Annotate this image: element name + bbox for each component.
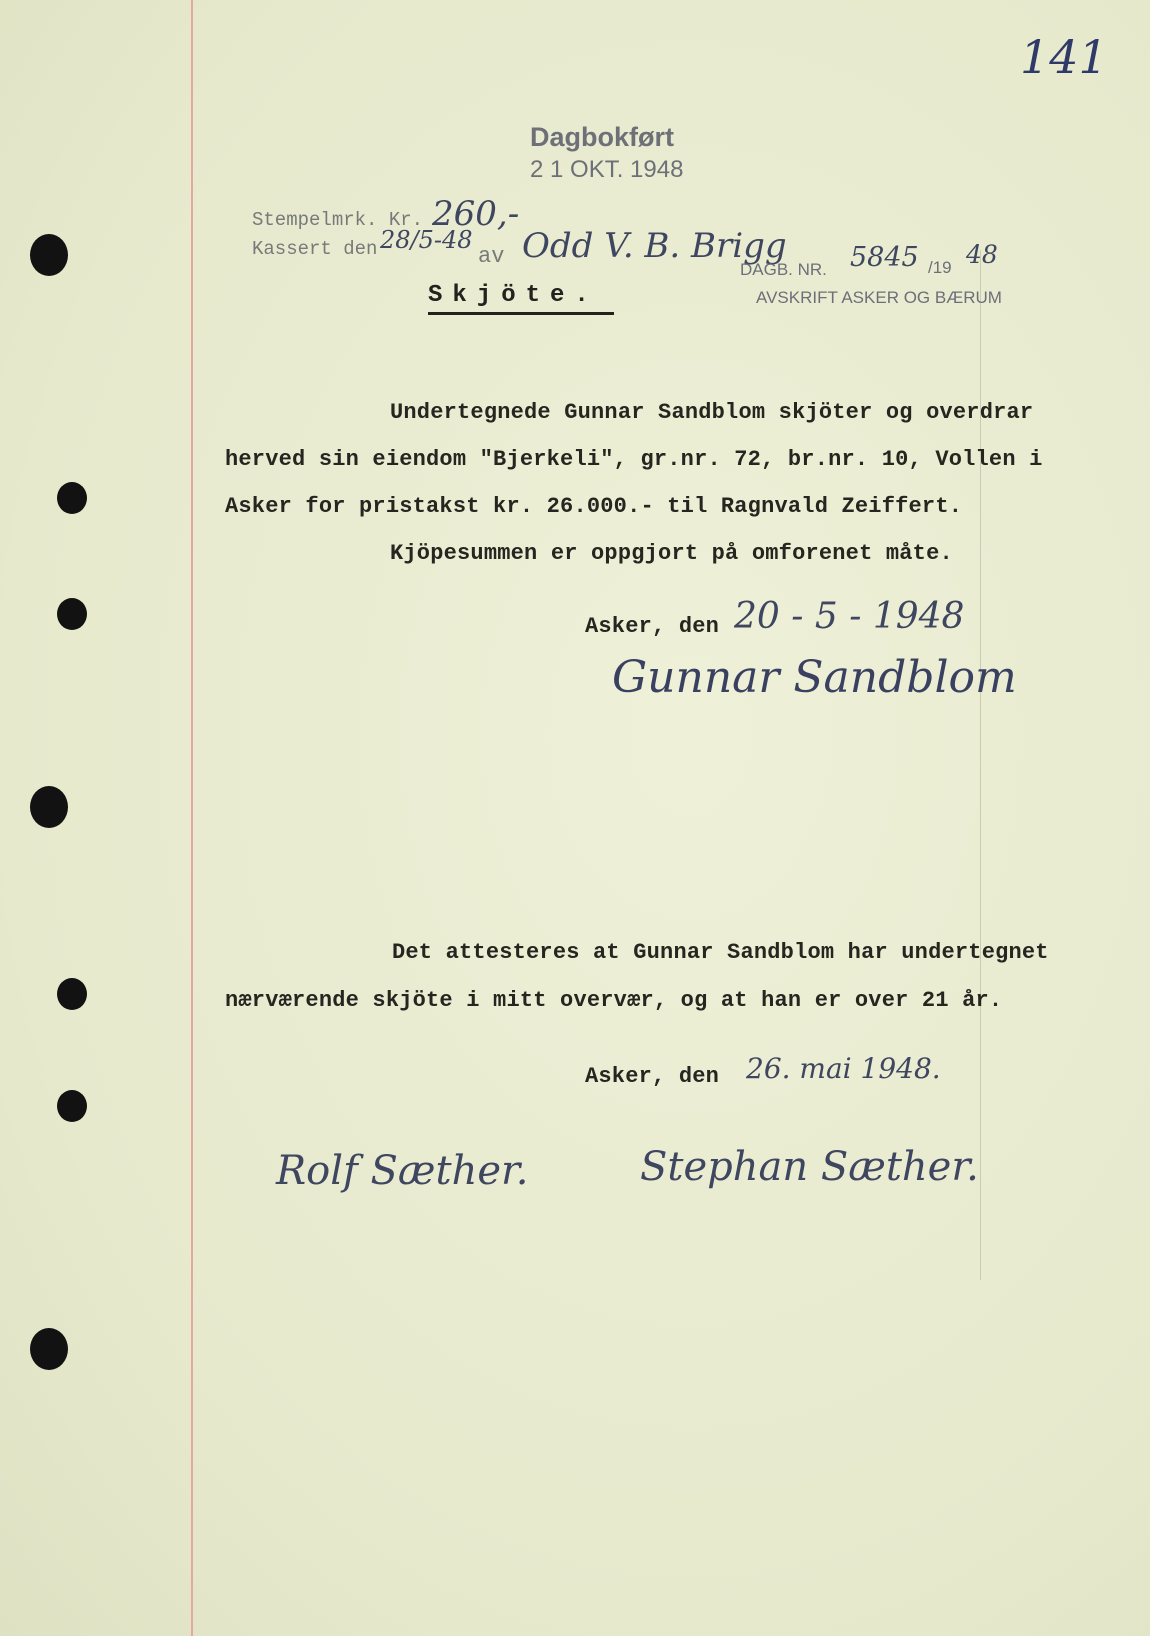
body-line-3: Asker for pristakst kr. 26.000.- til Ragnvald Zeiffert. [225, 494, 963, 519]
body-line-2: herved sin eiendom "Bjerkeli", gr.nr. 72, br.nr. 10, Vollen i [225, 447, 1043, 472]
kassert-label: Kassert den [252, 238, 378, 260]
margin-rule [191, 0, 193, 1636]
witness-signature-1: Rolf Sæther. [276, 1148, 529, 1194]
binder-hole [30, 1328, 68, 1370]
place-date-label-2: Asker, den [585, 1064, 720, 1089]
attestation-line-1: Det attesteres at Gunnar Sandblom har undertegnet [392, 940, 1049, 965]
place-date-label-1: Asker, den [585, 614, 720, 639]
binder-hole [57, 482, 87, 514]
av-label: av [478, 244, 505, 269]
kassert-date: 28/5-48 [380, 226, 473, 254]
body-line-1: Undertegnede Gunnar Sandblom skjöter og overdrar [390, 400, 1034, 425]
seller-signature: Gunnar Sandblom [612, 652, 1017, 703]
binder-hole [57, 978, 87, 1010]
dagbokfort-stamp-date: 2 1 OKT. 1948 [530, 156, 684, 183]
attestation-line-2: nærværende skjöte i mitt overvær, og at han er over 21 år. [225, 988, 1003, 1013]
stempelmerke-amount: 260,- [432, 194, 520, 234]
place-date-value-2: 26. mai 1948. [746, 1052, 941, 1085]
dagb-nr-label: DAGB. NR. [740, 260, 827, 279]
binder-hole [30, 786, 68, 828]
avskrift-stamp: AVSKRIFT ASKER OG BÆRUM [756, 288, 1002, 307]
dagb-nr-year-prefix: /19 [928, 258, 952, 277]
stempelmerke-label: Stempelmrk. Kr. [252, 209, 424, 231]
dagbokfort-stamp-label: Dagbokført [530, 122, 674, 152]
body-line-4: Kjöpesummen er oppgjort på omforenet måte. [390, 541, 953, 566]
place-date-value-1: 20 - 5 - 1948 [734, 596, 965, 637]
document-title: Skjöte. [428, 282, 599, 309]
page-number: 141 [1020, 30, 1108, 84]
dagb-nr-value: 5845 [850, 242, 919, 273]
witness-signature-2: Stephan Sæther. [640, 1144, 979, 1190]
binder-hole [57, 1090, 87, 1122]
binder-hole [57, 598, 87, 630]
title-underline [428, 312, 614, 315]
dagb-nr-year: 48 [966, 240, 998, 269]
av-name: Odd V. B. Brigg [522, 226, 787, 266]
binder-hole [30, 234, 68, 276]
